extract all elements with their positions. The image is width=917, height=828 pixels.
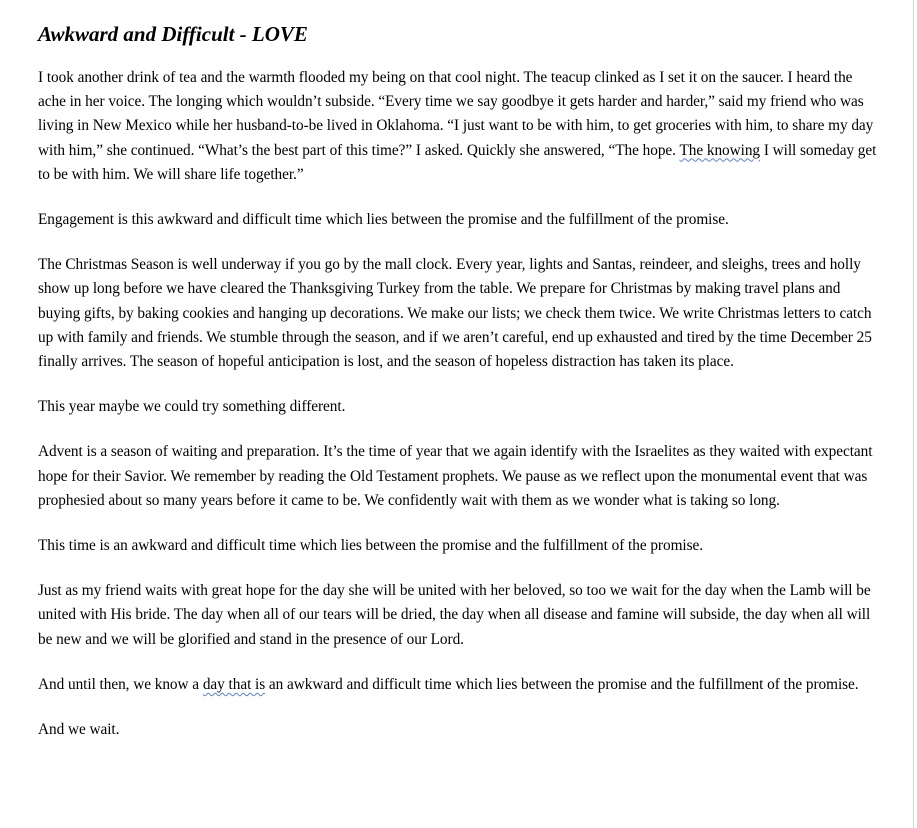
paragraph-1-text: I took another drink of tea and the warmth flooded my being on that cool night. The teacup clinked as I set it on the saucer. I heard the ache in her voice. The longing which wouldn’t subside. “Every time we say goodbye it gets harder and harder,” said my friend who was living in New Mexico while her husband-to-be lived in Oklahoma. “I just want to be with him, to get groceries with him, to share my day with him,” she continued. “What’s the best part of this time?” I asked. Quickly she answered, “The hope. — [38, 69, 874, 159]
paragraph-3: The Christmas Season is well underway if you go by the mall clock. Every year, lights and Santas, reindeer, and sleighs, trees and holly show up long before we have cleared the Thanksgiving Turkey from the table. We prepare for Christmas by making travel plans and buying gifts, by baking cookies and hanging up decorations. We make our lists; we check them twice. We write Christmas letters to catch up with family and friends. We stumble through the season, and if we aren’t careful, end up exhausted and tired by the time December 25 finally arrives. The season of hopeful anticipation is lost, and the season of hopeless distraction has taken its place. — [38, 256, 872, 371]
paragraph-5: Advent is a season of waiting and preparation. It’s the time of year that we again identify with the Israelites as they waited with expectant hope for their Savior. We remember by reading the Old Testament prophets. We pause as we reflect upon the monumental event that was prophesied about so many years before it came to be. We confidently wait with them as we wonder what is taking so long. — [38, 443, 873, 509]
paragraph-8 — [38, 673, 880, 697]
page-edge-divider — [913, 0, 914, 828]
paragraph-1-text-end: I will someday get to be with him. We will share life together.” — [38, 141, 877, 183]
paragraph-8-text-end: an awkward and difficult time which lies between the promise and the fulfillment of the promise. — [265, 675, 859, 693]
paragraph-1 — [38, 66, 880, 187]
paragraph-4: This year maybe we could try something different. — [38, 398, 346, 416]
document-title: Awkward and Difficult - LOVE — [38, 22, 308, 46]
grammar-flag-the-knowing[interactable]: The knowing — [679, 141, 761, 159]
paragraph-9: And we wait. — [38, 721, 120, 739]
paragraph-6: This time is an awkward and difficult time which lies between the promise and the fulfillment of the promise. — [38, 537, 704, 555]
paragraph-7: Just as my friend waits with great hope for the day she will be united with her beloved, so too we wait for the day when the Lamb will be united with His bride. The day when all of our tears will be dried, the day when all disease and famine will subside, the day when all will be new and we will be glorified and stand in the presence of our Lord. — [38, 582, 871, 648]
grammar-flag-day-that-is[interactable]: day that is — [202, 675, 266, 693]
paragraph-2: Engagement is this awkward and difficult time which lies between the promise and the fulfillment of the promise. — [38, 211, 729, 229]
paragraph-8-text: And until then, we know a — [38, 675, 203, 693]
document-body[interactable] — [38, 20, 880, 763]
